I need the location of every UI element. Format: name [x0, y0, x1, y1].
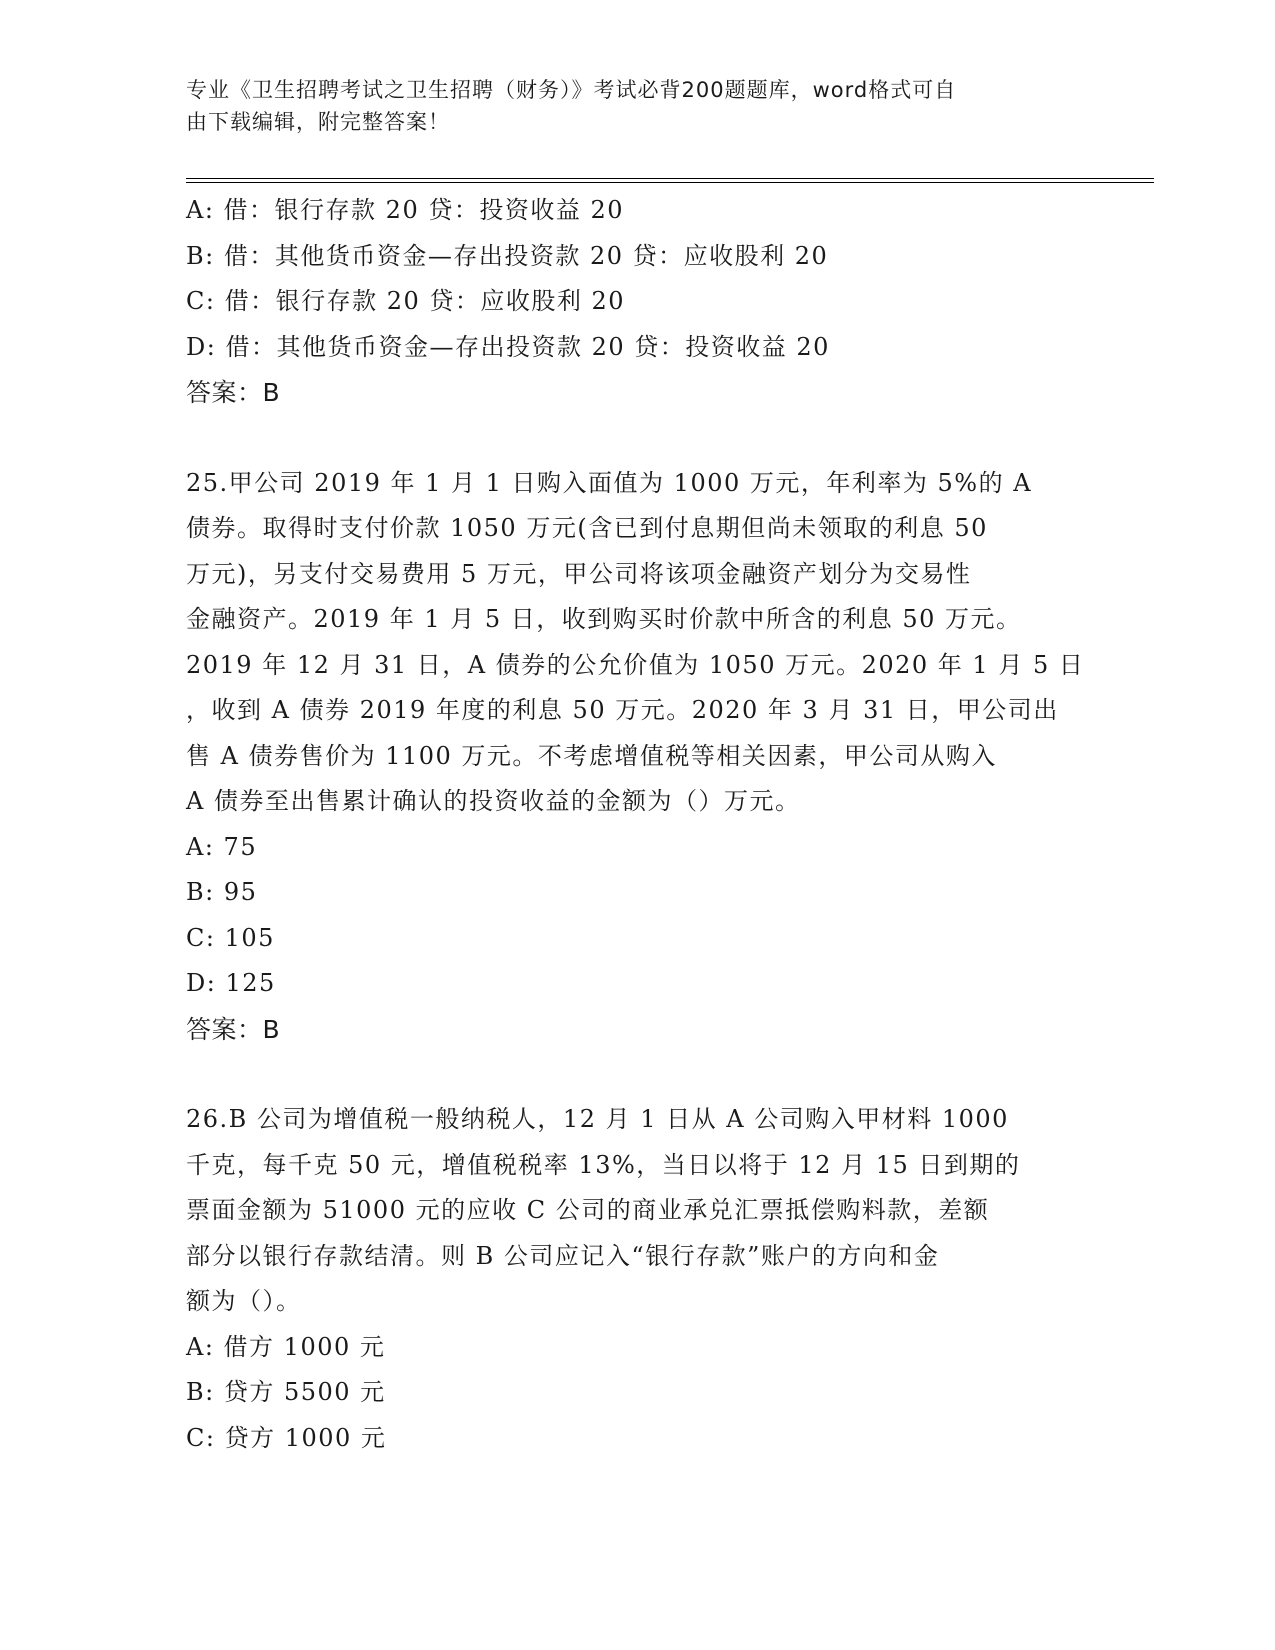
question-25	[186, 461, 1086, 1053]
option-b: B: 借：其他货币资金—存出投资款 20 贷：应收股利 20	[186, 241, 829, 270]
question-text-line: A 债券至出售累计确认的投资收益的金额为（）万元。	[186, 787, 801, 815]
question-text-line: 千克，每千克 50 元，增值税税率 13%，当日以将于 12 月 15 日到期的	[186, 1150, 1021, 1179]
option-a: A: 75	[186, 832, 258, 861]
option-c: C: 借：银行存款 20 贷：应收股利 20	[186, 287, 626, 315]
question-text-line: 2019 年 12 月 31 日，A 债券的公允价值为 1050 万元。2020 年 1 月 5 日	[186, 650, 1085, 679]
question-text-line: 26.B 公司为增值税一般纳税人，12 月 1 日从 A 公司购入甲材料 1000	[186, 1105, 1009, 1133]
question-text-line: 金融资产。2019 年 1 月 5 日，收到购买时价款中所含的利息 50 万元。	[186, 605, 1022, 633]
option-c: C: 贷方 1000 元	[186, 1423, 387, 1452]
header-line-2: 由下载编辑，附完整答案！	[186, 110, 450, 134]
header-divider-bottom	[186, 182, 1154, 183]
header-line-1: 专业《卫生招聘考试之卫生招聘（财务）》考试必背200题题库，word格式可自	[186, 78, 957, 102]
header-divider-top	[186, 178, 1154, 179]
document-body	[186, 188, 1086, 1461]
prev-question-options	[186, 188, 1086, 416]
option-b: B: 95	[186, 878, 258, 906]
answer: 答案：B	[186, 1014, 281, 1044]
option-c: C: 105	[186, 923, 275, 952]
question-text-line: 票面金额为 51000 元的应收 C 公司的商业承兑汇票抵偿购料款，差额	[186, 1196, 990, 1224]
question-text-line: 额为（）。	[186, 1287, 302, 1315]
option-a: A: 借：银行存款 20 贷：投资收益 20	[186, 196, 625, 224]
question-text-line: 万元)，另支付交易费用 5 万元，甲公司将该项金融资产划分为交易性	[186, 559, 972, 588]
option-a: A: 借方 1000 元	[186, 1332, 386, 1361]
option-b: B: 贷方 5500 元	[186, 1378, 386, 1406]
spacer	[186, 1052, 1086, 1097]
question-26	[186, 1097, 1086, 1461]
question-text-line: 债券。取得时支付价款 1050 万元(含已到付息期但尚未领取的利息 50	[186, 514, 988, 542]
question-text-line: 25.甲公司 2019 年 1 月 1 日购入面值为 1000 万元，年利率为 5%的 A	[186, 468, 1033, 497]
option-d: D: 125	[186, 969, 276, 997]
question-text-line: ，收到 A 债券 2019 年度的利息 50 万元。2020 年 3 月 31 日，甲公司出	[186, 696, 1059, 724]
answer: 答案：B	[186, 378, 281, 407]
document-header	[186, 74, 1066, 138]
question-text-line: 售 A 债券售价为 1100 万元。不考虑增值税等相关因素，甲公司从购入	[186, 741, 997, 770]
spacer	[186, 416, 1086, 461]
question-text-line: 部分以银行存款结清。则 B 公司应记入“银行存款”账户的方向和金	[186, 1241, 940, 1270]
option-d: D: 借：其他货币资金—存出投资款 20 贷：投资收益 20	[186, 332, 830, 361]
